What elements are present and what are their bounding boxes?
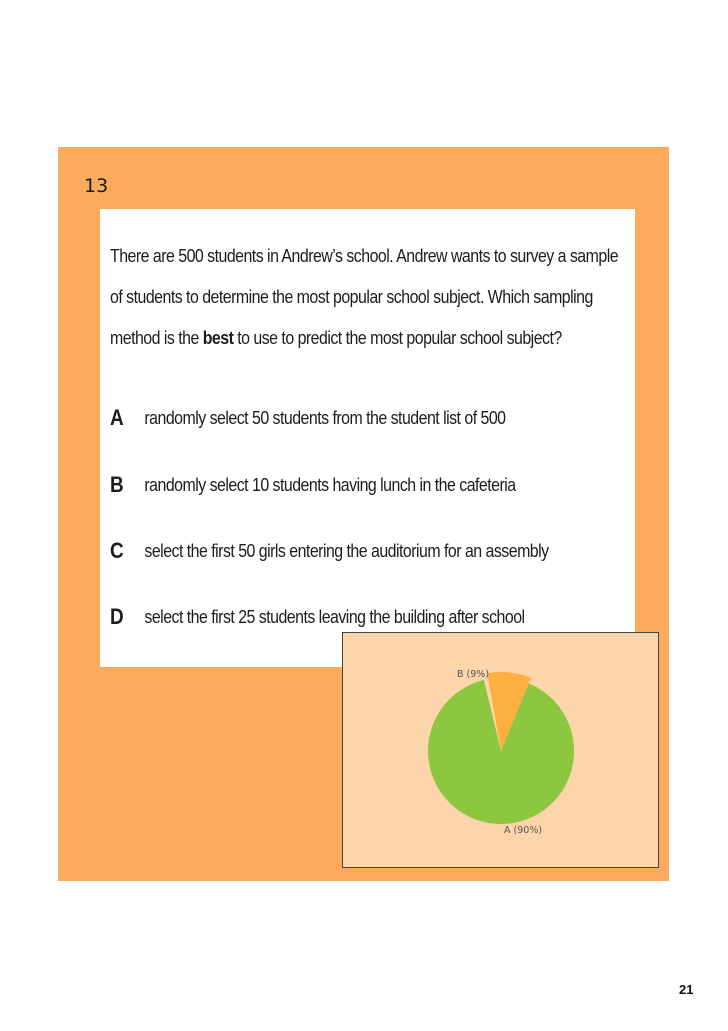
answer-option-a[interactable] xyxy=(110,403,626,433)
option-letter: B xyxy=(110,472,124,497)
answer-option-c[interactable] xyxy=(110,536,626,566)
question-text xyxy=(110,235,626,358)
pie-label-b: B (9%) xyxy=(457,669,490,680)
option-text: randomly select 10 students having lunch in the cafeteria xyxy=(144,474,516,495)
question-number: 13 xyxy=(84,175,109,197)
option-text: randomly select 50 students from the student list of 500 xyxy=(144,407,506,428)
question-text-start: There are 500 students in Andrew’s school. Andrew wants to survey a sample of students to determine the most popular school subject. Which sampling method is the xyxy=(110,245,619,348)
option-letter: D xyxy=(110,604,124,629)
question-card xyxy=(100,209,635,667)
results-pie-chart xyxy=(343,633,658,867)
option-text: select the first 50 girls entering the auditorium for an assembly xyxy=(144,540,549,561)
pie-label-a: A (90%) xyxy=(504,825,543,836)
answer-option-b[interactable] xyxy=(110,470,626,500)
page-number: 21 xyxy=(679,982,694,997)
answer-option-d[interactable] xyxy=(110,602,626,632)
option-text: select the first 25 students leaving the building after school xyxy=(144,606,525,627)
option-letter: C xyxy=(110,538,124,563)
results-pie-panel xyxy=(342,632,659,868)
option-letter: A xyxy=(110,405,124,430)
question-text-end: to use to predict the most popular school subject? xyxy=(233,327,562,348)
question-emphasis: best xyxy=(202,327,234,348)
